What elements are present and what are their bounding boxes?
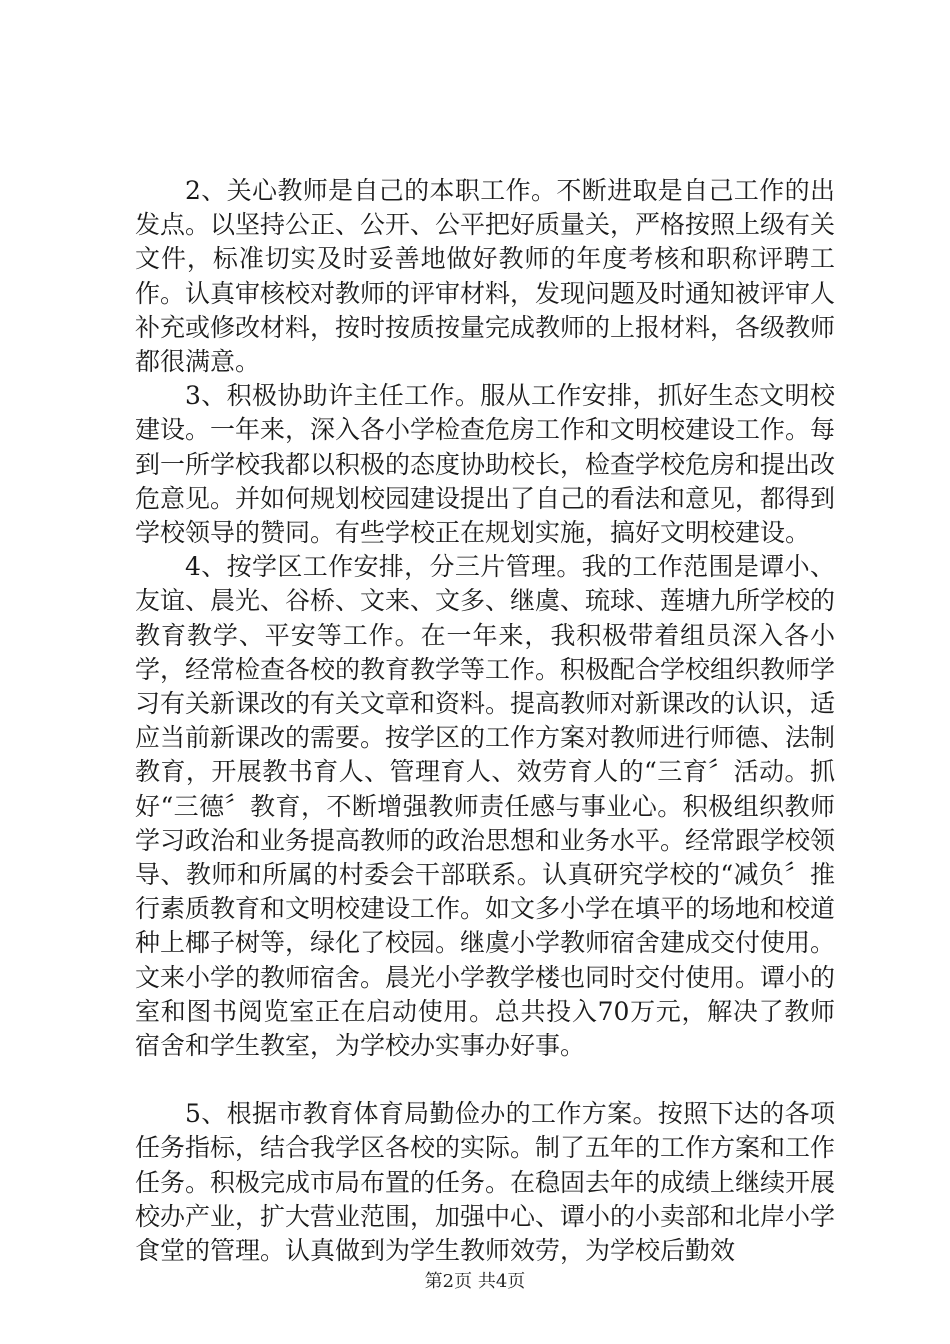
document-body bbox=[135, 174, 835, 1268]
paragraph-5: 5、根据市教育体育局勤俭办的工作方案。按照下达的各项任务指标，结合我学区各校的实际。制了五年的工作方案和工作任务。积极完成市局布置的任务。在稳固去年的成绩上继续开展校办产业，扩大营业范围，加强中心、谭小的小卖部和北岸小学食堂的管理。认真做到为学生教师效劳，为学校后勤效 bbox=[135, 1099, 836, 1266]
paragraph-gap bbox=[135, 1063, 835, 1097]
paragraph-4: 4、按学区工作安排，分三片管理。我的工作范围是谭小、友谊、晨光、谷桥、文来、文多、继虞、琉球、莲塘九所学校的教育教学、平安等工作。在一年来，我积极带着组员深入各小学，经常检查各校的教育教学等工作。积极配合学校组织教师学习有关新课改的有关文章和资料。提高教师对新课改的认识，适应当前新课改的需要。按学区的工作方案对教师进行师德、法制教育，开展教书育人、管理育人、效劳育人的“三育〞活动。抓好“三德〞教育，不断增强教师责任感与事业心。积极组织教师学习政治和业务提高教师的政治思想和业务水平。经常跟学校领导、教师和所属的村委会干部联系。认真研究学校的“减负〞推行素质教育和文明校建设工作。如文多小学在填平的场地和校道种上椰子树等，绿化了校园。继虞小学教师宿舍建成交付使用。文来小学的教师宿舍。晨光小学教学楼也同时交付使用。谭小的室和图书阅览室正在启动使用。总共投入70万元，解决了教师宿舍和学生教室，为学校办实事办好事。 bbox=[135, 552, 836, 1061]
paragraph-2: 2、关心教师是自己的本职工作。不断进取是自己工作的出发点。以坚持公正、公开、公平把好质量关，严格按照上级有关文件，标准切实及时妥善地做好教师的年度考核和职称评聘工作。认真审核校对教师的评审材料，发现问题及时通知被评审人补充或修改材料，按时按质按量完成教师的上报材料，各级教师都很满意。 bbox=[135, 176, 836, 377]
paragraph-3: 3、积极协助许主任工作。服从工作安排，抓好生态文明校建设。一年来，深入各小学检查危房工作和文明校建设工作。每到一所学校我都以积极的态度协助校长，检查学校危房和提出改危意见。并如何规划校园建设提出了自己的看法和意见，都得到学校领导的赞同。有些学校正在规划实施，搞好文明校建设。 bbox=[135, 381, 836, 548]
page-footer: 第2页 共4页 bbox=[424, 1271, 526, 1292]
